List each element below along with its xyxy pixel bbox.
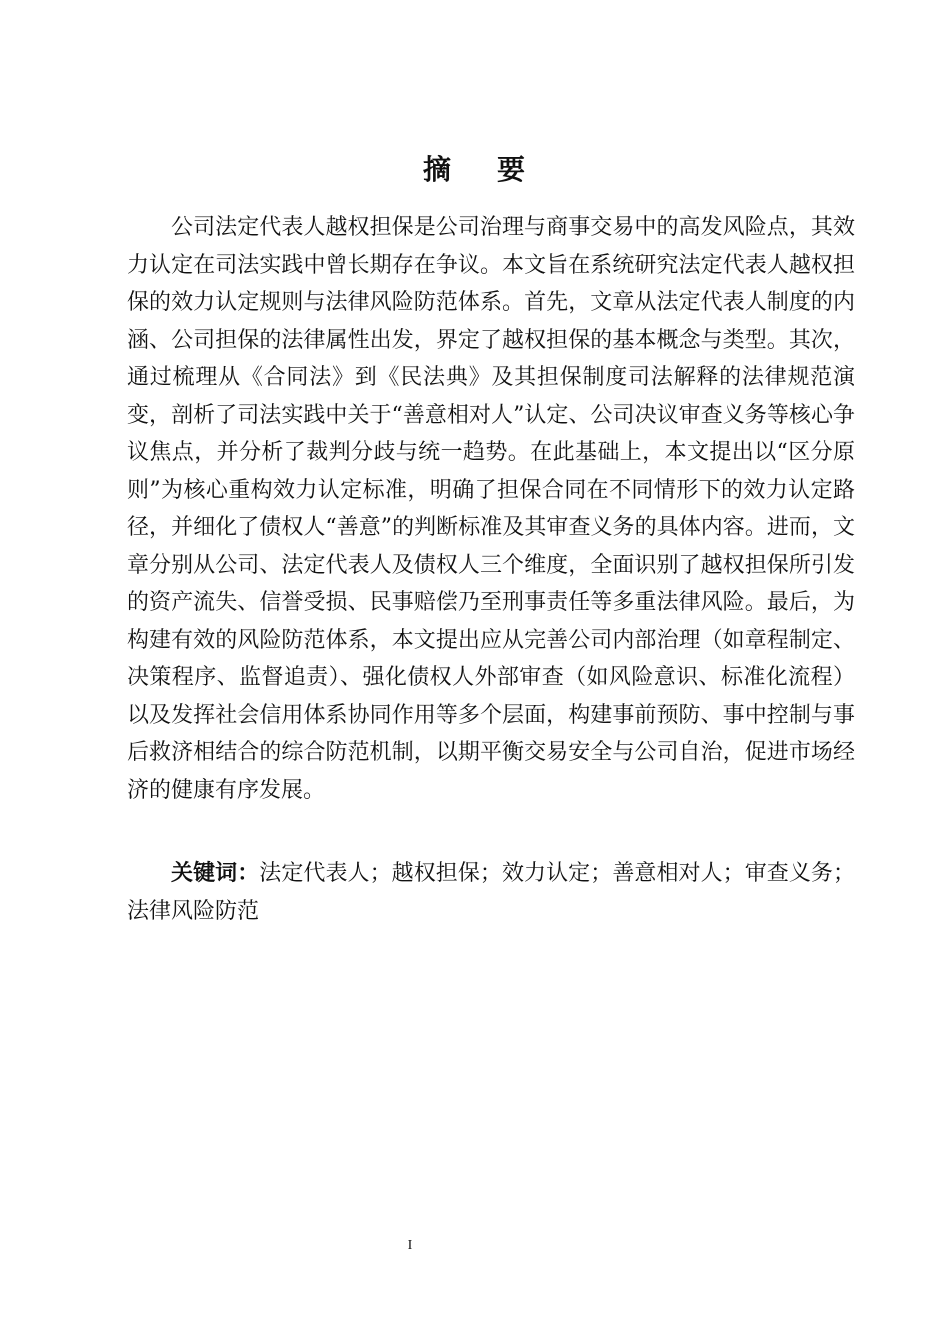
keywords-label: 关键词：: [171, 860, 260, 886]
title-char-2: 要: [497, 153, 528, 186]
abstract-title: [0, 150, 950, 190]
abstract-paragraph: 公司法定代表人越权担保是公司治理与商事交易中的高发风险点，其效力认定在司法实践中曾长期存在争议。本文旨在系统研究法定代表人越权担保的效力认定规则与法律风险防范体系。首先，文章从法定代表人制度的内涵、公司担保的法律属性出发，界定了越权担保的基本概念与类型。其次，通过梳理从《合同法》到《民法典》及其担保制度司法解释的法律规范演变，剖析了司法实践中关于“善意相对人”认定、公司决议审查义务等核心争议焦点，并分析了裁判分歧与统一趋势。在此基础上，本文提出以“区分原则”为核心重构效力认定标准，明确了担保合同在不同情形下的效力认定路径，并细化了债权人“善意”的判断标准及其审查义务的具体内容。进而，文章分别从公司、法定代表人及债权人三个维度，全面识别了越权担保所引发的资产流失、信誉受损、民事赔偿乃至刑事责任等多重法律风险。最后，为构建有效的风险防范体系，本文提出应从完善公司内部治理（如章程制定、决策程序、监督追责）、强化债权人外部审查（如风险意识、标准化流程）以及发挥社会信用体系协同作用等多个层面，构建事前预防、事中控制与事后救济相结合的综合防范机制，以期平衡交易安全与公司自治，促进市场经济的健康有序发展。: [127, 215, 855, 803]
title-char-1: 摘: [422, 153, 453, 186]
page-number: I: [407, 1238, 413, 1253]
keywords-list: 法定代表人；越权担保；效力认定；善意相对人；审查义务；法律风险防范: [127, 861, 855, 924]
keywords-paragraph: [127, 854, 855, 931]
